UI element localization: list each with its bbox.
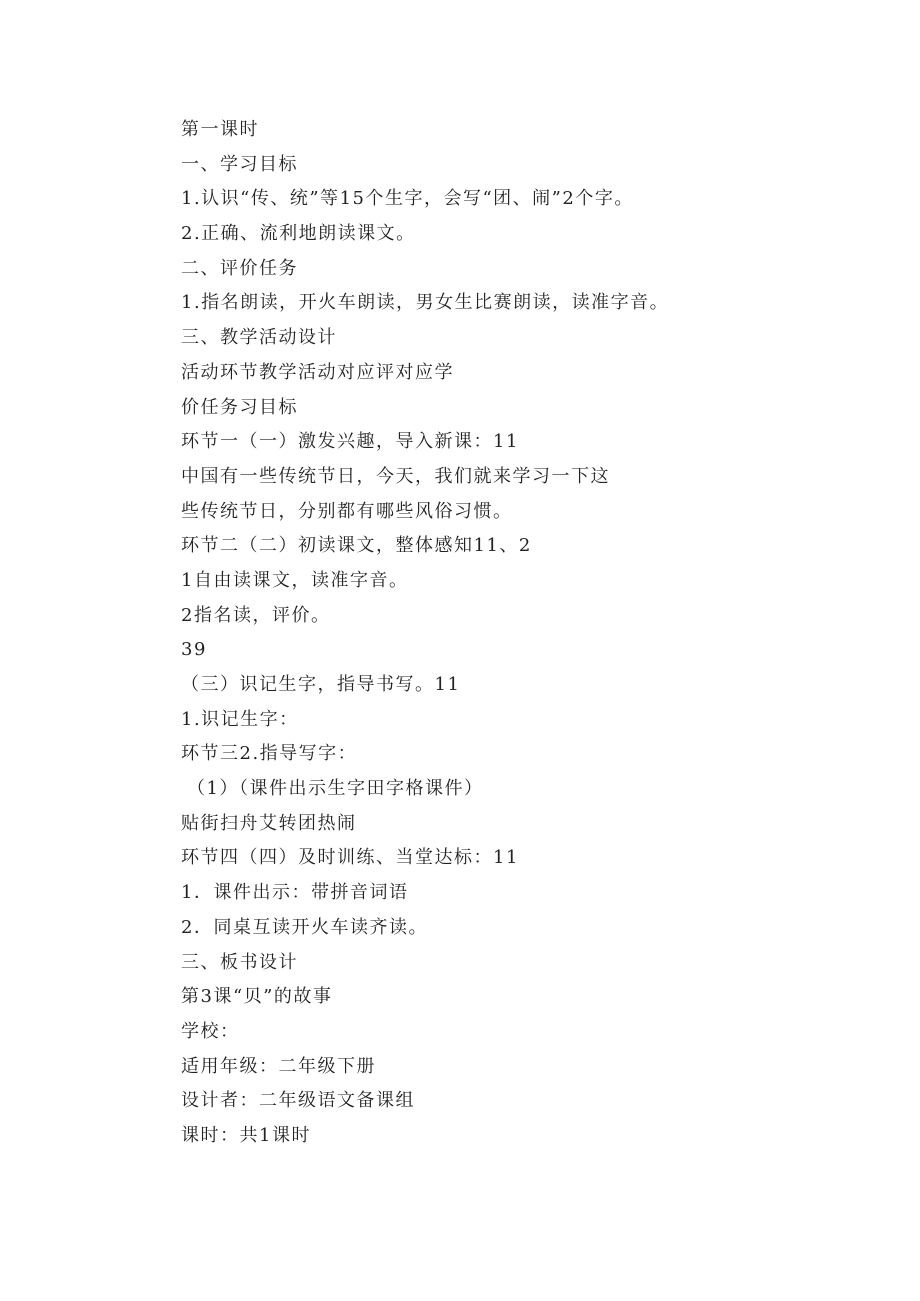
- activity-step-4-item-1: 1．课件出示：带拼音词语: [181, 882, 409, 904]
- activity-step-3-item-2: 环节三2.指导写字：: [181, 743, 358, 765]
- activity-step-4-title: 环节四（四）及时训练、当堂达标：11: [181, 847, 519, 869]
- activity-step-1-text-b: 些传统节日，分别都有哪些风俗习惯。: [181, 500, 513, 522]
- activity-table-header-line-1: 活动环节教学活动对应评对应学: [181, 361, 454, 383]
- activity-step-4-item-2: 2．同桌互读开火车读齐读。: [181, 916, 428, 938]
- activity-step-2-item-1: 1自由读课文，读准字音。: [181, 569, 409, 591]
- evaluation-task-1: 1.指名朗读，开火车朗读，男女生比赛朗读，读准字音。: [181, 292, 670, 314]
- section-heading-board-design: 三、板书设计: [181, 951, 298, 973]
- activity-step-1-title: 环节一（一）激发兴趣，导入新课：11: [181, 431, 519, 453]
- activity-step-3-courseware-note: （1）（课件出示生字田字格课件）: [187, 778, 484, 800]
- lesson-period-heading: 第一课时: [181, 119, 259, 140]
- learning-goal-2: 2.正确、流利地朗读课文。: [181, 223, 416, 245]
- section-heading-activity-design: 三、教学活动设计: [181, 327, 337, 349]
- page-number: 39: [181, 639, 207, 661]
- section-heading-evaluation-tasks: 二、评价任务: [181, 257, 298, 279]
- school-field: 学校：: [181, 1020, 240, 1042]
- activity-step-3-title: （三）识记生字，指导书写。11: [181, 674, 461, 695]
- section-heading-learning-goals: 一、学习目标: [181, 153, 298, 175]
- activity-table-header-line-2: 价任务习目标: [181, 396, 298, 418]
- activity-step-1-text-a: 中国有一些传统节日，今天，我们就来学习一下这: [181, 465, 610, 487]
- new-characters-list: 贴街扫舟艾转团热闹: [181, 812, 357, 834]
- grade-field: 适用年级：二年级下册: [181, 1055, 376, 1077]
- activity-step-2-title: 环节二（二）初读课文，整体感知11、2: [181, 535, 532, 557]
- designer-field: 设计者：二年级语文备课组: [181, 1090, 415, 1112]
- activity-step-2-item-2: 2指名读，评价。: [181, 604, 331, 626]
- learning-goal-1: 1.认识“传、统”等15个生字，会写“团、闹”2个字。: [181, 188, 634, 210]
- document-body: [181, 113, 781, 1154]
- lesson-title: 第3课“贝”的故事: [181, 986, 333, 1008]
- activity-step-3-item-1: 1.识记生字：: [181, 708, 299, 730]
- class-hours-field: 课时：共1课时: [181, 1124, 311, 1146]
